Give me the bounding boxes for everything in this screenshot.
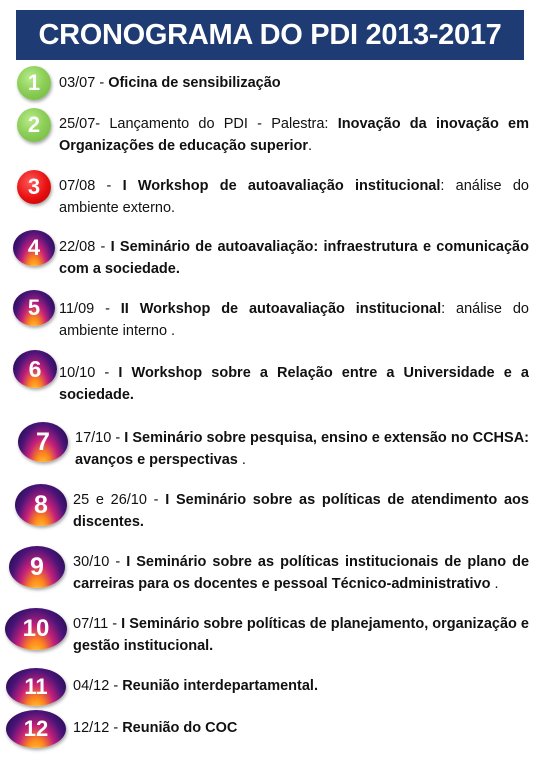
schedule-item	[0, 64, 550, 104]
title-banner	[16, 10, 524, 60]
item-date: 04/12	[73, 678, 110, 694]
item-title: I Seminário sobre as políticas institucionais de plano de carreiras para os docentes e pessoal Técnico-administrativo	[73, 554, 530, 592]
item-date: 25 e 26/10	[73, 492, 147, 508]
number-badge	[13, 230, 55, 266]
item-date: 30/10	[73, 554, 110, 570]
schedule-item	[0, 168, 550, 218]
schedule-item	[0, 420, 550, 474]
item-title: I Workshop de autoavaliação institucional	[122, 178, 441, 194]
item-title: Oficina de sensibilização	[108, 75, 281, 91]
item-separator: -	[146, 492, 166, 508]
number-badge	[17, 108, 51, 142]
item-text	[59, 298, 529, 342]
number-badge	[15, 484, 67, 526]
badge-number: 2	[27, 112, 41, 137]
item-text	[73, 551, 529, 595]
item-date: 12/12	[73, 720, 110, 736]
item-date: 17/10	[75, 430, 112, 446]
item-text	[59, 113, 529, 157]
item-text	[59, 362, 529, 406]
item-separator: - Lançamento do PDI - Palestra:	[95, 116, 338, 132]
number-badge	[18, 422, 68, 462]
item-separator: -	[95, 365, 119, 381]
item-title: II Workshop de autoavaliação institucional	[120, 301, 442, 317]
item-separator: -	[95, 178, 123, 194]
item-title: Inovação da inovação em Organizações de educação superior	[59, 116, 530, 154]
item-separator: -	[95, 75, 109, 91]
schedule-item	[0, 228, 550, 280]
number-badge	[9, 546, 65, 588]
item-text	[73, 717, 529, 739]
item-detail: : análise do ambiente externo.	[59, 178, 529, 216]
item-text	[73, 613, 529, 657]
number-badge	[6, 710, 66, 748]
schedule-item	[0, 606, 550, 664]
item-text	[73, 675, 529, 697]
badge-number: 11	[24, 674, 48, 699]
badge-number: 1	[27, 70, 41, 95]
item-text	[59, 72, 529, 94]
item-date: 10/10	[59, 365, 96, 381]
item-text	[59, 175, 529, 219]
schedule-item	[0, 288, 550, 340]
schedule-item	[0, 666, 550, 706]
schedule-item	[0, 708, 550, 750]
item-separator: -	[109, 678, 123, 694]
item-date: 25/07	[59, 116, 96, 132]
badge-number: 7	[36, 427, 50, 456]
item-title: Reunião interdepartamental.	[122, 678, 318, 694]
badge-number: 3	[27, 174, 41, 199]
badge-number: 4	[27, 235, 41, 260]
schedule-item	[0, 482, 550, 536]
item-date: 03/07	[59, 75, 96, 91]
item-title: I Seminário sobre pesquisa, ensino e extensão no CCHSA: avanços e perspectivas	[75, 430, 529, 468]
item-title: I Seminário sobre políticas de planejamento, organização e gestão institucional.	[73, 616, 529, 654]
item-title: I Seminário de autoavaliação: infraestrutura e comunicação com a sociedade.	[59, 239, 529, 277]
item-separator: -	[94, 301, 121, 317]
item-text	[73, 489, 529, 533]
item-separator: -	[95, 239, 111, 255]
badge-number: 9	[30, 552, 44, 581]
badge-number: 6	[28, 355, 42, 382]
item-separator: -	[111, 430, 125, 446]
item-text	[75, 427, 529, 471]
number-badge	[17, 170, 51, 204]
page-title: CRONOGRAMA DO PDI 2013-2017	[38, 18, 502, 51]
item-title: I Workshop sobre a Relação entre a Universidade e a sociedade.	[59, 365, 529, 403]
item-date: 22/08	[59, 239, 96, 255]
item-title: Reunião do COC	[122, 720, 238, 736]
schedule-item	[0, 348, 550, 404]
item-date: 07/11	[73, 616, 109, 632]
item-title: I Seminário sobre as políticas de atendimento aos discentes.	[73, 492, 529, 530]
badge-number: 5	[27, 295, 41, 320]
item-text	[59, 236, 529, 280]
schedule-item	[0, 106, 550, 156]
badge-number: 10	[22, 615, 50, 642]
item-detail: .	[490, 576, 499, 592]
schedule-item	[0, 544, 550, 600]
item-detail: .	[308, 138, 313, 154]
item-separator: -	[109, 720, 123, 736]
item-detail: : análise do ambiente interno .	[59, 301, 529, 339]
item-date: 11/09	[59, 301, 95, 317]
item-separator: -	[108, 616, 122, 632]
item-detail: .	[237, 452, 246, 468]
badge-number: 12	[23, 716, 49, 741]
badge-number: 8	[34, 490, 48, 519]
number-badge	[17, 66, 51, 100]
number-badge	[5, 608, 67, 650]
number-badge	[13, 290, 55, 326]
item-separator: -	[109, 554, 127, 570]
number-badge	[6, 668, 66, 706]
number-badge	[13, 350, 57, 388]
item-date: 07/08	[59, 178, 96, 194]
